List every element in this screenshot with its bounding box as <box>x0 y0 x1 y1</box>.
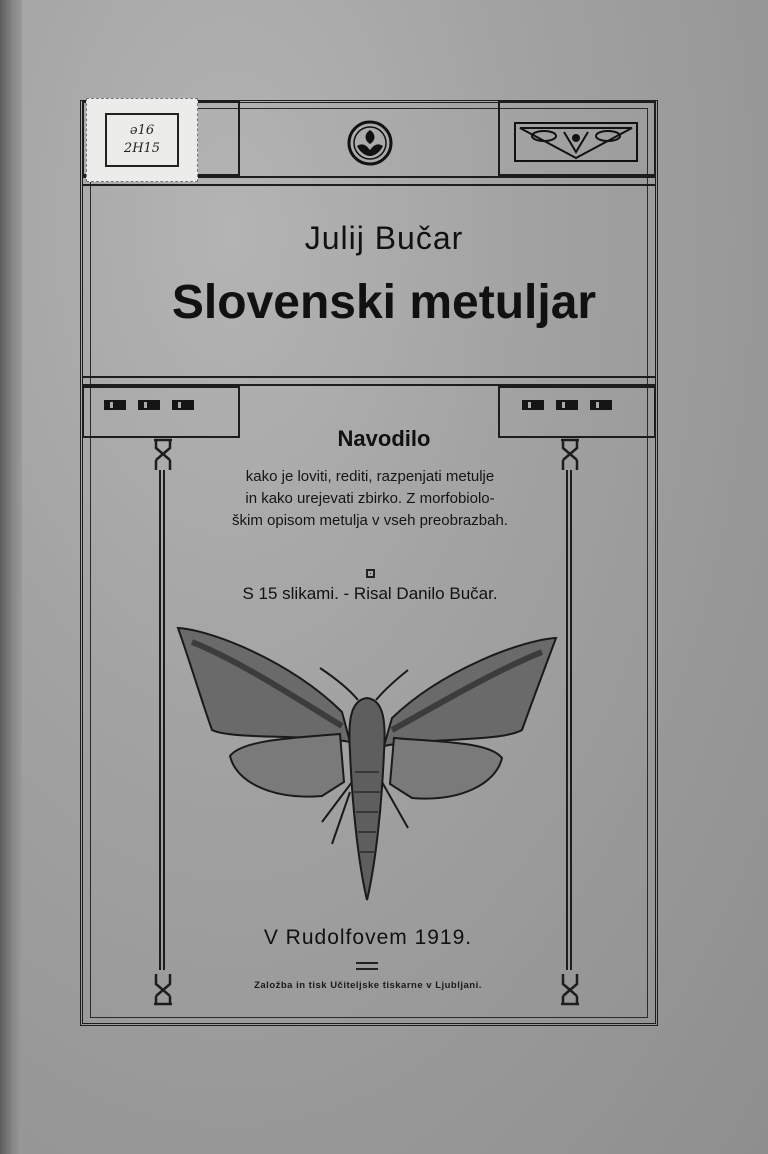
block-ornaments-right <box>522 400 612 410</box>
small-square-ornament <box>366 569 375 578</box>
place-and-year: V Rudolfovem 1919. <box>263 926 473 949</box>
hawk-moth-illustration <box>172 622 562 912</box>
library-label-line1: ə16 <box>129 123 155 138</box>
vertical-bar-left <box>159 470 165 970</box>
book-title: Slovenski metuljar <box>171 276 597 329</box>
subtitle: Navodilo <box>337 426 431 451</box>
description <box>190 466 550 532</box>
tulip-emblem-icon <box>347 120 393 166</box>
double-rule <box>356 962 378 970</box>
library-label-box <box>105 113 179 167</box>
library-label <box>86 98 198 182</box>
library-label-line2: 2H15 <box>123 141 161 156</box>
description-line: škim opisom metulja v vseh preobrazbah. <box>232 512 508 529</box>
description-line: in kako urejevati zbirko. Z morfobiolo- <box>245 490 495 507</box>
block-ornament <box>522 400 544 410</box>
author-name: Julij Bučar <box>304 220 464 256</box>
block-ornament <box>138 400 160 410</box>
publisher-line: Založba in tisk Učiteljske tiskarne v Ljubljani. <box>254 980 482 991</box>
block-ornament <box>590 400 612 410</box>
block-ornament <box>104 400 126 410</box>
vertical-bar-right <box>566 470 572 970</box>
description-line: kako je loviti, rediti, razpenjati metulje <box>245 468 495 485</box>
block-ornaments-left <box>104 400 194 410</box>
block-ornament <box>172 400 194 410</box>
middle-band <box>82 376 656 386</box>
block-ornament <box>556 400 578 410</box>
fan-ornament-icon <box>514 122 638 162</box>
illustration-credit: S 15 slikami. - Risal Danilo Bučar. <box>242 584 498 603</box>
